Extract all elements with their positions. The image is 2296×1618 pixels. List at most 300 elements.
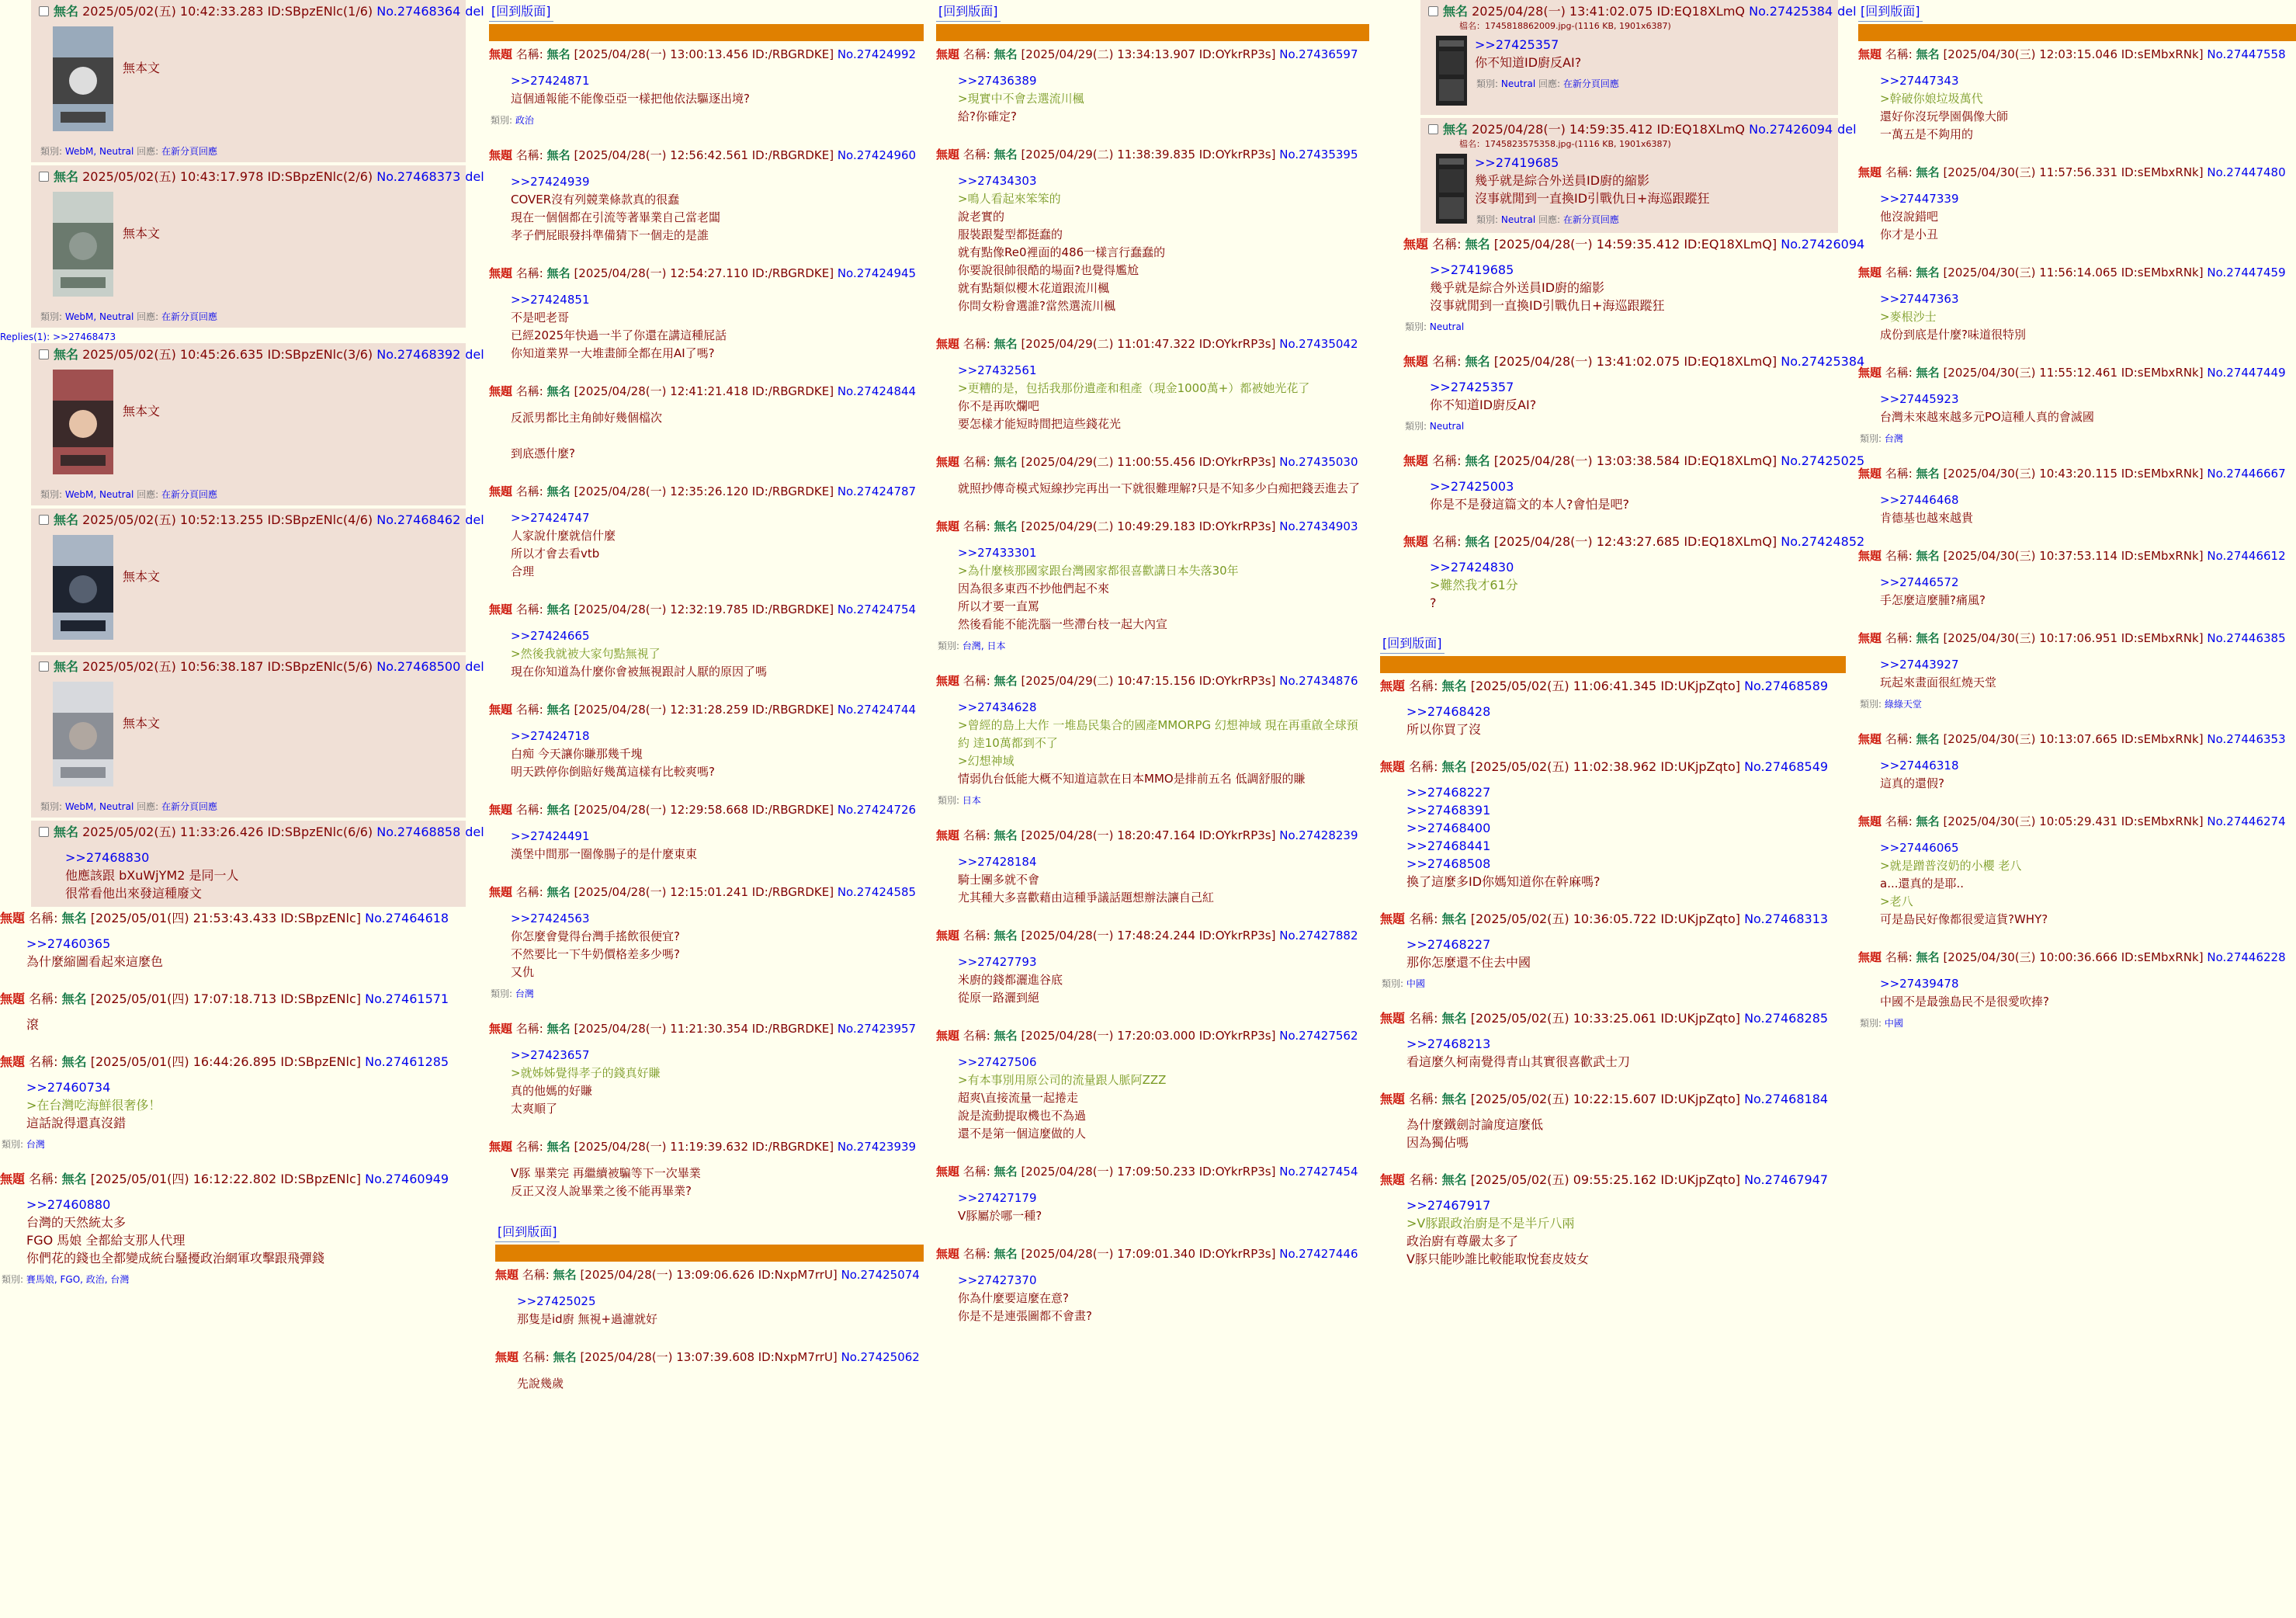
quote-link[interactable]: >>27467917 bbox=[1406, 1198, 1491, 1213]
quote-link[interactable]: >>27436389 bbox=[958, 74, 1037, 88]
name-label: 名稱: bbox=[1885, 814, 1913, 828]
post bbox=[0, 991, 466, 1033]
category-label: 類別: bbox=[1476, 214, 1501, 225]
delete-link[interactable]: del bbox=[465, 825, 484, 839]
post bbox=[489, 601, 924, 681]
body-line: 所以才會去看vtb bbox=[511, 547, 600, 561]
post-number[interactable]: No.27424726 bbox=[837, 803, 917, 817]
delete-link[interactable]: del bbox=[465, 659, 484, 674]
back-to-board-link[interactable]: [回到版面] bbox=[489, 0, 553, 22]
post-datetime: [2025/04/28(一) 12:15:01.241 ID:/RBGRDKE] bbox=[574, 885, 834, 899]
replies-link[interactable]: Replies(1): >>27468473 bbox=[0, 332, 116, 342]
post-number[interactable]: No.27468313 bbox=[1744, 911, 1829, 926]
post-number[interactable]: No.27424787 bbox=[837, 484, 917, 498]
post-number[interactable]: No.27446274 bbox=[2207, 814, 2286, 828]
back-to-board-link[interactable]: [回到版面] bbox=[495, 1220, 560, 1242]
post-number[interactable]: No.27468462 bbox=[376, 512, 461, 527]
category-link[interactable]: 中國 bbox=[1406, 978, 1425, 989]
category-link[interactable]: 台灣 bbox=[515, 988, 534, 999]
post-title: 無題 bbox=[0, 991, 26, 1006]
post bbox=[489, 884, 924, 1000]
quote-link[interactable]: >>27446318 bbox=[1880, 759, 1959, 773]
post-header bbox=[0, 1054, 466, 1071]
post-datetime: [2025/04/30(三) 10:37:53.114 ID:sEMbxRNk] bbox=[1943, 549, 2204, 563]
post-number[interactable]: No.27446612 bbox=[2207, 549, 2286, 563]
post-body bbox=[1403, 470, 1846, 513]
post-datetime: [2025/04/28(一) 11:19:39.632 ID:/RBGRDKE] bbox=[574, 1140, 834, 1154]
post-number[interactable]: No.27426094 bbox=[1749, 122, 1833, 137]
body-line: 這個通報能不能像亞亞一樣把他依法驅逐出境? bbox=[511, 92, 750, 106]
post-title: 無題 bbox=[1380, 911, 1406, 926]
delete-link[interactable]: del bbox=[465, 169, 484, 184]
delete-link[interactable]: del bbox=[1837, 122, 1857, 137]
post-body bbox=[1380, 695, 1846, 738]
name-label: 名稱: bbox=[962, 828, 990, 842]
category-link[interactable]: WebM, Neutral bbox=[64, 489, 134, 500]
body-line: 幾乎就是綜合外送員ID廚的縮影 bbox=[1475, 173, 1650, 188]
post-header bbox=[0, 991, 466, 1008]
post-datetime: 2025/05/02(五) 10:45:26.635 ID:SBpzENlc(3/6) bbox=[82, 347, 373, 362]
post-header bbox=[489, 1020, 924, 1037]
post-datetime: [2025/05/02(五) 11:06:41.345 ID:UKjpZqto] bbox=[1470, 679, 1740, 693]
post bbox=[489, 483, 924, 581]
name-label: 名稱: bbox=[515, 885, 543, 899]
post-title: 無題 bbox=[0, 911, 26, 925]
post-datetime: [2025/04/28(一) 13:41:02.075 ID:EQ18XLmQ] bbox=[1493, 354, 1777, 369]
poster-name: 無名 bbox=[994, 1029, 1018, 1043]
post-number[interactable]: No.27468373 bbox=[376, 169, 461, 184]
video-thumbnail[interactable] bbox=[53, 192, 113, 297]
quote-link[interactable]: >>27425003 bbox=[1430, 479, 1514, 494]
post-title: 無題 bbox=[489, 1140, 513, 1154]
post-header bbox=[1403, 533, 1865, 550]
open-reply-link[interactable]: 在新分頁回應 bbox=[1562, 214, 1619, 225]
greentext-line: >鳴人看起來笨笨的 bbox=[958, 192, 1061, 206]
quote-link[interactable]: >>27443927 bbox=[1880, 658, 1959, 672]
body-line: 說老實的 bbox=[958, 210, 1005, 224]
body-line: 你要說很帥很酷的場面?也覺得尷尬 bbox=[958, 263, 1139, 277]
body-line: V豚只能吵誰比較能取悅套皮妓女 bbox=[1406, 1252, 1589, 1266]
post-number[interactable]: No.27427562 bbox=[1279, 1029, 1358, 1043]
name-label: 名稱: bbox=[29, 991, 58, 1006]
quote-link[interactable]: >>27446572 bbox=[1880, 575, 1959, 589]
poster-name: 無名 bbox=[1441, 759, 1467, 774]
quote-link[interactable]: >>27460365 bbox=[26, 936, 111, 951]
name-label: 名稱: bbox=[515, 148, 543, 162]
post-number[interactable]: No.27427882 bbox=[1279, 929, 1358, 943]
name-label: 名稱: bbox=[1885, 165, 1913, 179]
reply-label: 回應: bbox=[134, 801, 161, 812]
post-number[interactable]: No.27423957 bbox=[837, 1022, 917, 1036]
post-body bbox=[1858, 482, 2296, 527]
quote-link[interactable]: >>27424747 bbox=[511, 511, 590, 525]
body-line: 因為獨佔嗎 bbox=[1406, 1135, 1469, 1150]
post-body bbox=[1403, 550, 1846, 612]
quote-link[interactable]: >>27425025 bbox=[517, 1294, 596, 1308]
body-line: 情弱仇台低能大概不知道這款在日本MMO是排前五名 低調舒服的賺 bbox=[958, 772, 1306, 786]
body-line bbox=[511, 427, 924, 445]
select-checkbox[interactable] bbox=[39, 6, 49, 16]
body-line: 政治廚有尊嚴太多了 bbox=[1406, 1234, 1519, 1248]
post-datetime: [2025/04/30(三) 10:17:06.951 ID:sEMbxRNk] bbox=[1943, 631, 2204, 645]
post-number[interactable]: No.27425025 bbox=[1781, 453, 1865, 468]
select-checkbox[interactable] bbox=[1428, 124, 1438, 134]
open-reply-link[interactable]: 在新分頁回應 bbox=[161, 489, 217, 500]
post-number[interactable]: No.27468285 bbox=[1744, 1011, 1829, 1026]
post-number[interactable]: No.27435030 bbox=[1279, 455, 1358, 469]
post-number[interactable]: No.27424844 bbox=[837, 384, 917, 398]
body-line: 就有點像Re0裡面的486一樣言行蠢蠢的 bbox=[958, 245, 1166, 259]
post-body bbox=[1475, 151, 1709, 207]
post-body bbox=[936, 1044, 1369, 1143]
post-body bbox=[1858, 564, 2296, 609]
quote-link[interactable]: >>27419685 bbox=[1430, 262, 1514, 277]
poster-name: 無名 bbox=[1916, 266, 1940, 280]
category-label: 類別: bbox=[1405, 321, 1430, 332]
poster-name: 無名 bbox=[1443, 4, 1469, 19]
post-footer bbox=[39, 488, 460, 501]
post-number[interactable]: No.27424585 bbox=[837, 885, 917, 899]
post-number[interactable]: No.27435042 bbox=[1279, 337, 1358, 351]
post-number[interactable]: No.27434876 bbox=[1279, 674, 1358, 688]
quote-link[interactable]: >>27423657 bbox=[511, 1048, 590, 1062]
post-datetime: [2025/04/28(一) 17:48:24.244 ID:OYkrRP3s] bbox=[1021, 929, 1276, 943]
quote-link[interactable]: >>27439478 bbox=[1880, 977, 1959, 991]
quote-link[interactable]: >>27468391 bbox=[1406, 803, 1491, 818]
post-header bbox=[1858, 547, 2296, 564]
post-body bbox=[489, 718, 924, 781]
quote-link[interactable]: >>27432561 bbox=[958, 363, 1037, 377]
post-body bbox=[1858, 181, 2296, 244]
post-number[interactable]: No.27424960 bbox=[837, 148, 917, 162]
quote-link[interactable]: >>27447343 bbox=[1880, 74, 1959, 88]
video-thumbnail[interactable] bbox=[53, 535, 113, 640]
media-row bbox=[1428, 33, 1832, 110]
post-category bbox=[1403, 321, 1846, 333]
body-line: a...還真的是耶.. bbox=[1880, 877, 1965, 891]
post bbox=[936, 335, 1369, 433]
post-number[interactable]: No.27446353 bbox=[2207, 732, 2286, 746]
delete-link[interactable]: del bbox=[465, 512, 484, 527]
post-number[interactable]: No.27468549 bbox=[1744, 759, 1829, 774]
post-header bbox=[936, 1163, 1369, 1180]
quote-link[interactable]: >>27468428 bbox=[1406, 704, 1491, 719]
post-number[interactable]: No.27446228 bbox=[2207, 950, 2286, 964]
column-5 bbox=[1858, 0, 2296, 1618]
name-label: 名稱: bbox=[1885, 732, 1913, 746]
post-number[interactable]: No.27447480 bbox=[2207, 165, 2286, 179]
post-body bbox=[936, 470, 1369, 498]
quote-link[interactable]: >>27460880 bbox=[26, 1197, 111, 1212]
quote-link[interactable]: >>27424851 bbox=[511, 293, 590, 307]
post-header bbox=[1858, 164, 2296, 181]
category-label: 類別: bbox=[40, 489, 65, 500]
quote-link[interactable]: >>27446065 bbox=[1880, 841, 1959, 855]
quote-link[interactable]: >>27424665 bbox=[511, 629, 590, 643]
body-line: 現在你知道為什麼你會被無視跟討人厭的原因了嗎 bbox=[511, 665, 768, 679]
quote-link[interactable]: >>27424939 bbox=[511, 175, 590, 189]
post-number[interactable]: No.27460949 bbox=[365, 1172, 449, 1186]
back-to-board-link[interactable]: [回到版面] bbox=[1380, 632, 1445, 654]
post-title: 無題 bbox=[489, 266, 513, 280]
poster-name: 無名 bbox=[546, 148, 571, 162]
post-number[interactable]: No.27423939 bbox=[837, 1140, 917, 1154]
poster-name: 無名 bbox=[994, 1165, 1018, 1179]
delete-link[interactable]: del bbox=[465, 4, 484, 19]
post-body bbox=[936, 163, 1369, 315]
post bbox=[1858, 630, 2296, 710]
quote-link[interactable]: >>27468227 bbox=[1406, 937, 1491, 952]
post-number[interactable]: No.27468589 bbox=[1744, 679, 1829, 693]
category-label: 類別: bbox=[1860, 433, 1885, 444]
post-number[interactable]: No.27424754 bbox=[837, 602, 917, 616]
body-line: 你為什麼要這麼在意? bbox=[958, 1291, 1069, 1305]
quote-link[interactable]: >>27468508 bbox=[1406, 856, 1491, 871]
quote-link[interactable]: >>27433301 bbox=[958, 546, 1037, 560]
open-reply-link[interactable]: 在新分頁回應 bbox=[161, 311, 217, 322]
body-line: 白痴 今天讓你賺那幾千塊 bbox=[511, 747, 643, 761]
post-number[interactable]: No.27464618 bbox=[365, 911, 449, 925]
category-link[interactable]: Neutral bbox=[1429, 421, 1465, 432]
quote-link[interactable]: >>27428184 bbox=[958, 855, 1037, 869]
post-number[interactable]: No.27424992 bbox=[837, 47, 917, 61]
back-to-board-link[interactable]: [回到版面] bbox=[936, 0, 1001, 22]
post-number[interactable]: No.27447558 bbox=[2207, 47, 2286, 61]
quote-link[interactable]: >>27424830 bbox=[1430, 560, 1514, 575]
post-body bbox=[123, 20, 160, 77]
post-number[interactable]: No.27426094 bbox=[1781, 237, 1865, 252]
post bbox=[489, 701, 924, 781]
quote-link[interactable]: >>27468400 bbox=[1406, 821, 1491, 835]
quote-link[interactable]: >>27419685 bbox=[1475, 155, 1559, 170]
post-datetime: [2025/04/29(二) 10:47:15.156 ID:OYkrRP3s] bbox=[1021, 674, 1276, 688]
post-number[interactable]: No.27428239 bbox=[1279, 828, 1358, 842]
post-datetime: [2025/05/02(五) 09:55:25.162 ID:UKjpZqto] bbox=[1470, 1172, 1740, 1187]
no-text: 無本文 bbox=[123, 716, 161, 731]
post-body bbox=[1380, 1027, 1846, 1071]
select-checkbox[interactable] bbox=[39, 661, 49, 672]
post-number[interactable]: No.27425074 bbox=[841, 1268, 920, 1282]
post bbox=[0, 1054, 466, 1151]
post-datetime: [2025/04/28(一) 17:09:50.233 ID:OYkrRP3s] bbox=[1021, 1165, 1276, 1179]
post-title: 無題 bbox=[489, 885, 513, 899]
category-link[interactable]: 中國 bbox=[1884, 1018, 1903, 1029]
greentext-line: >麥根沙士 bbox=[1880, 310, 1937, 324]
body-line: 明天跌停你倒賠好幾萬這樣有比較爽嗎? bbox=[511, 765, 715, 779]
select-checkbox[interactable] bbox=[39, 827, 49, 837]
quote-link[interactable]: >>27424563 bbox=[511, 911, 590, 925]
poster-name: 無名 bbox=[61, 1172, 87, 1186]
category-link[interactable]: Neutral bbox=[1500, 78, 1536, 89]
open-reply-link[interactable]: 在新分頁回應 bbox=[1562, 78, 1619, 89]
column-4 bbox=[1380, 0, 1865, 1618]
post-body bbox=[489, 1155, 924, 1200]
post-number[interactable]: No.27468392 bbox=[376, 347, 461, 362]
name-label: 名稱: bbox=[29, 1172, 58, 1186]
post-number[interactable]: No.27425384 bbox=[1749, 4, 1833, 19]
post-number[interactable]: No.27436597 bbox=[1279, 47, 1358, 61]
quote-link[interactable]: >>27424491 bbox=[511, 829, 590, 843]
category-label: 類別: bbox=[491, 988, 515, 999]
post-datetime: [2025/04/30(三) 12:03:15.046 ID:sEMbxRNk] bbox=[1943, 47, 2204, 61]
post-number[interactable]: No.27461285 bbox=[365, 1054, 449, 1069]
quote-link[interactable]: >>27445923 bbox=[1880, 392, 1959, 406]
column-2 bbox=[489, 0, 924, 1618]
category-link[interactable]: 賽馬娘, FGO, 政治, 台灣 bbox=[26, 1274, 130, 1285]
name-label: 名稱: bbox=[515, 803, 543, 817]
quote-link[interactable]: >>27434303 bbox=[958, 174, 1037, 188]
header-bar bbox=[1858, 24, 2296, 41]
category-link[interactable]: 台灣 bbox=[1884, 433, 1903, 444]
post-title: 無題 bbox=[1858, 47, 1882, 61]
post-number[interactable]: No.27425384 bbox=[1781, 354, 1865, 369]
post-title: 無題 bbox=[1403, 453, 1429, 468]
post-number[interactable]: No.27468184 bbox=[1744, 1092, 1829, 1106]
name-label: 名稱: bbox=[962, 929, 990, 943]
post-content bbox=[1475, 151, 1709, 226]
post-number[interactable]: No.27435395 bbox=[1279, 148, 1358, 161]
post-title: 無題 bbox=[1858, 165, 1882, 179]
post-datetime: [2025/04/28(一) 18:20:47.164 ID:OYkrRP3s] bbox=[1021, 828, 1276, 842]
post-number[interactable]: No.27447449 bbox=[2207, 366, 2286, 380]
quote-link[interactable]: >>27468441 bbox=[1406, 839, 1491, 853]
body-line: 你問女粉會選誰?當然選流川楓 bbox=[958, 299, 1115, 313]
post-header bbox=[1380, 911, 1846, 928]
post-datetime: [2025/04/30(三) 10:05:29.431 ID:sEMbxRNk] bbox=[1943, 814, 2204, 828]
thread-reply bbox=[1420, 0, 1857, 115]
media-row bbox=[39, 20, 460, 139]
poster-name: 無名 bbox=[546, 47, 571, 61]
post-number[interactable]: No.27427454 bbox=[1279, 1165, 1358, 1179]
post-category bbox=[1858, 698, 2296, 710]
select-checkbox[interactable] bbox=[1428, 6, 1438, 16]
post-datetime: [2025/04/30(三) 11:55:12.461 ID:sEMbxRNk] bbox=[1943, 366, 2204, 380]
post-body bbox=[0, 1071, 466, 1132]
quote-link[interactable]: >>27468830 bbox=[65, 850, 150, 865]
body-line: 已經2025年快過一半了你還在講這種屁話 bbox=[511, 328, 727, 342]
quote-link[interactable]: >>27460734 bbox=[26, 1080, 111, 1095]
post-number[interactable]: No.27446667 bbox=[2207, 467, 2286, 481]
post-number[interactable]: No.27447459 bbox=[2207, 266, 2286, 280]
open-reply-link[interactable]: 在新分頁回應 bbox=[161, 801, 217, 812]
delete-link[interactable]: del bbox=[465, 347, 484, 362]
category-link[interactable]: WebM, Neutral bbox=[64, 146, 134, 157]
quote-link[interactable]: >>27424718 bbox=[511, 729, 590, 743]
category-label: 類別: bbox=[40, 146, 65, 157]
poster-name: 無名 bbox=[1916, 47, 1940, 61]
category-link[interactable]: 政治 bbox=[515, 115, 534, 126]
post bbox=[1858, 949, 2296, 1029]
post-header bbox=[39, 346, 484, 363]
post-category bbox=[936, 794, 1369, 807]
post-body bbox=[1858, 381, 2296, 426]
name-label: 名稱: bbox=[1409, 911, 1438, 926]
post-header bbox=[489, 383, 924, 400]
quote-link[interactable]: >>27434628 bbox=[958, 700, 1037, 714]
post-number[interactable]: No.27425062 bbox=[841, 1350, 920, 1364]
open-reply-link[interactable]: 在新分頁回應 bbox=[161, 146, 217, 157]
post-number[interactable]: No.27424744 bbox=[837, 703, 917, 717]
post-title: 無題 bbox=[489, 703, 513, 717]
quote-link[interactable]: >>27427370 bbox=[958, 1273, 1037, 1287]
post-datetime: [2025/05/02(五) 10:33:25.061 ID:UKjpZqto] bbox=[1470, 1011, 1740, 1026]
category-link[interactable]: 台灣 bbox=[26, 1139, 45, 1150]
back-to-board-link[interactable]: [回到版面] bbox=[1858, 0, 1923, 22]
quote-link[interactable]: >>27468213 bbox=[1406, 1036, 1491, 1051]
post-header bbox=[39, 658, 484, 675]
video-thumbnail[interactable] bbox=[53, 682, 113, 786]
body-line: 手怎麼這麼腫?痛風? bbox=[1880, 593, 1986, 607]
poster-name: 無名 bbox=[61, 1054, 87, 1069]
quote-link[interactable]: >>27447339 bbox=[1880, 192, 1959, 206]
post-body bbox=[489, 818, 924, 863]
post-title: 無題 bbox=[1858, 549, 1882, 563]
category-link[interactable]: 日本 bbox=[962, 795, 981, 806]
quote-link[interactable]: >>27427179 bbox=[958, 1191, 1037, 1205]
video-thumbnail[interactable] bbox=[53, 370, 113, 474]
category-link[interactable]: 台灣, 日本 bbox=[962, 641, 1006, 651]
name-label: 名稱: bbox=[515, 47, 543, 61]
post-number[interactable]: No.27427446 bbox=[1279, 1247, 1358, 1261]
post-number[interactable]: No.27461571 bbox=[365, 991, 449, 1006]
select-checkbox[interactable] bbox=[39, 515, 49, 525]
post-header bbox=[489, 1138, 924, 1155]
video-thumbnail[interactable] bbox=[53, 26, 113, 131]
select-checkbox[interactable] bbox=[39, 172, 49, 182]
post-datetime: [2025/04/30(三) 11:56:14.065 ID:sEMbxRNk] bbox=[1943, 266, 2204, 280]
select-checkbox[interactable] bbox=[39, 349, 49, 359]
quote-link[interactable]: >>27446468 bbox=[1880, 493, 1959, 507]
post-number[interactable]: No.27434903 bbox=[1279, 519, 1358, 533]
post-body bbox=[1858, 281, 2296, 344]
post-title: 無題 bbox=[1858, 950, 1882, 964]
image-thumbnail[interactable] bbox=[1436, 154, 1467, 224]
category-link[interactable]: 綠綠天堂 bbox=[1884, 699, 1922, 710]
post-number[interactable]: No.27468500 bbox=[376, 659, 461, 674]
post-number[interactable]: No.27467947 bbox=[1744, 1172, 1829, 1187]
quote-link[interactable]: >>27425357 bbox=[1430, 380, 1514, 394]
post-datetime: [2025/05/01(四) 16:12:22.802 ID:SBpzENlc] bbox=[90, 1172, 362, 1186]
post-number[interactable]: No.27468858 bbox=[376, 825, 461, 839]
poster-name: 無名 bbox=[994, 337, 1018, 351]
category-link[interactable]: WebM, Neutral bbox=[64, 801, 134, 812]
category-link[interactable]: Neutral bbox=[1500, 214, 1536, 225]
post-number[interactable]: No.27446385 bbox=[2207, 631, 2286, 645]
category-link[interactable]: Neutral bbox=[1429, 321, 1465, 332]
quote-link[interactable]: >>27468227 bbox=[1406, 785, 1491, 800]
quote-link[interactable]: >>27427506 bbox=[958, 1055, 1037, 1069]
post-body bbox=[1858, 966, 2296, 1011]
body-line: 這話說得還真沒錯 bbox=[26, 1116, 127, 1130]
quote-link[interactable]: >>27427793 bbox=[958, 955, 1037, 969]
quote-link[interactable]: >>27425357 bbox=[1475, 37, 1559, 52]
post-footer bbox=[1475, 214, 1709, 226]
delete-link[interactable]: del bbox=[1837, 4, 1857, 19]
post-title: 無題 bbox=[936, 1029, 960, 1043]
post-number[interactable]: No.27424852 bbox=[1781, 534, 1865, 549]
thread-reply bbox=[31, 165, 484, 328]
body-line: 肯德基也越來越貴 bbox=[1880, 511, 1974, 525]
quote-link[interactable]: >>27447363 bbox=[1880, 292, 1959, 306]
quote-link[interactable]: >>27424871 bbox=[511, 74, 590, 88]
poster-name: 無名 bbox=[61, 911, 87, 925]
post bbox=[489, 147, 924, 245]
image-thumbnail[interactable] bbox=[1436, 36, 1467, 106]
category-link[interactable]: WebM, Neutral bbox=[64, 311, 134, 322]
post-number[interactable]: No.27424945 bbox=[837, 266, 917, 280]
post-number[interactable]: No.27468364 bbox=[376, 4, 461, 19]
post-title: 無題 bbox=[1380, 1092, 1406, 1106]
